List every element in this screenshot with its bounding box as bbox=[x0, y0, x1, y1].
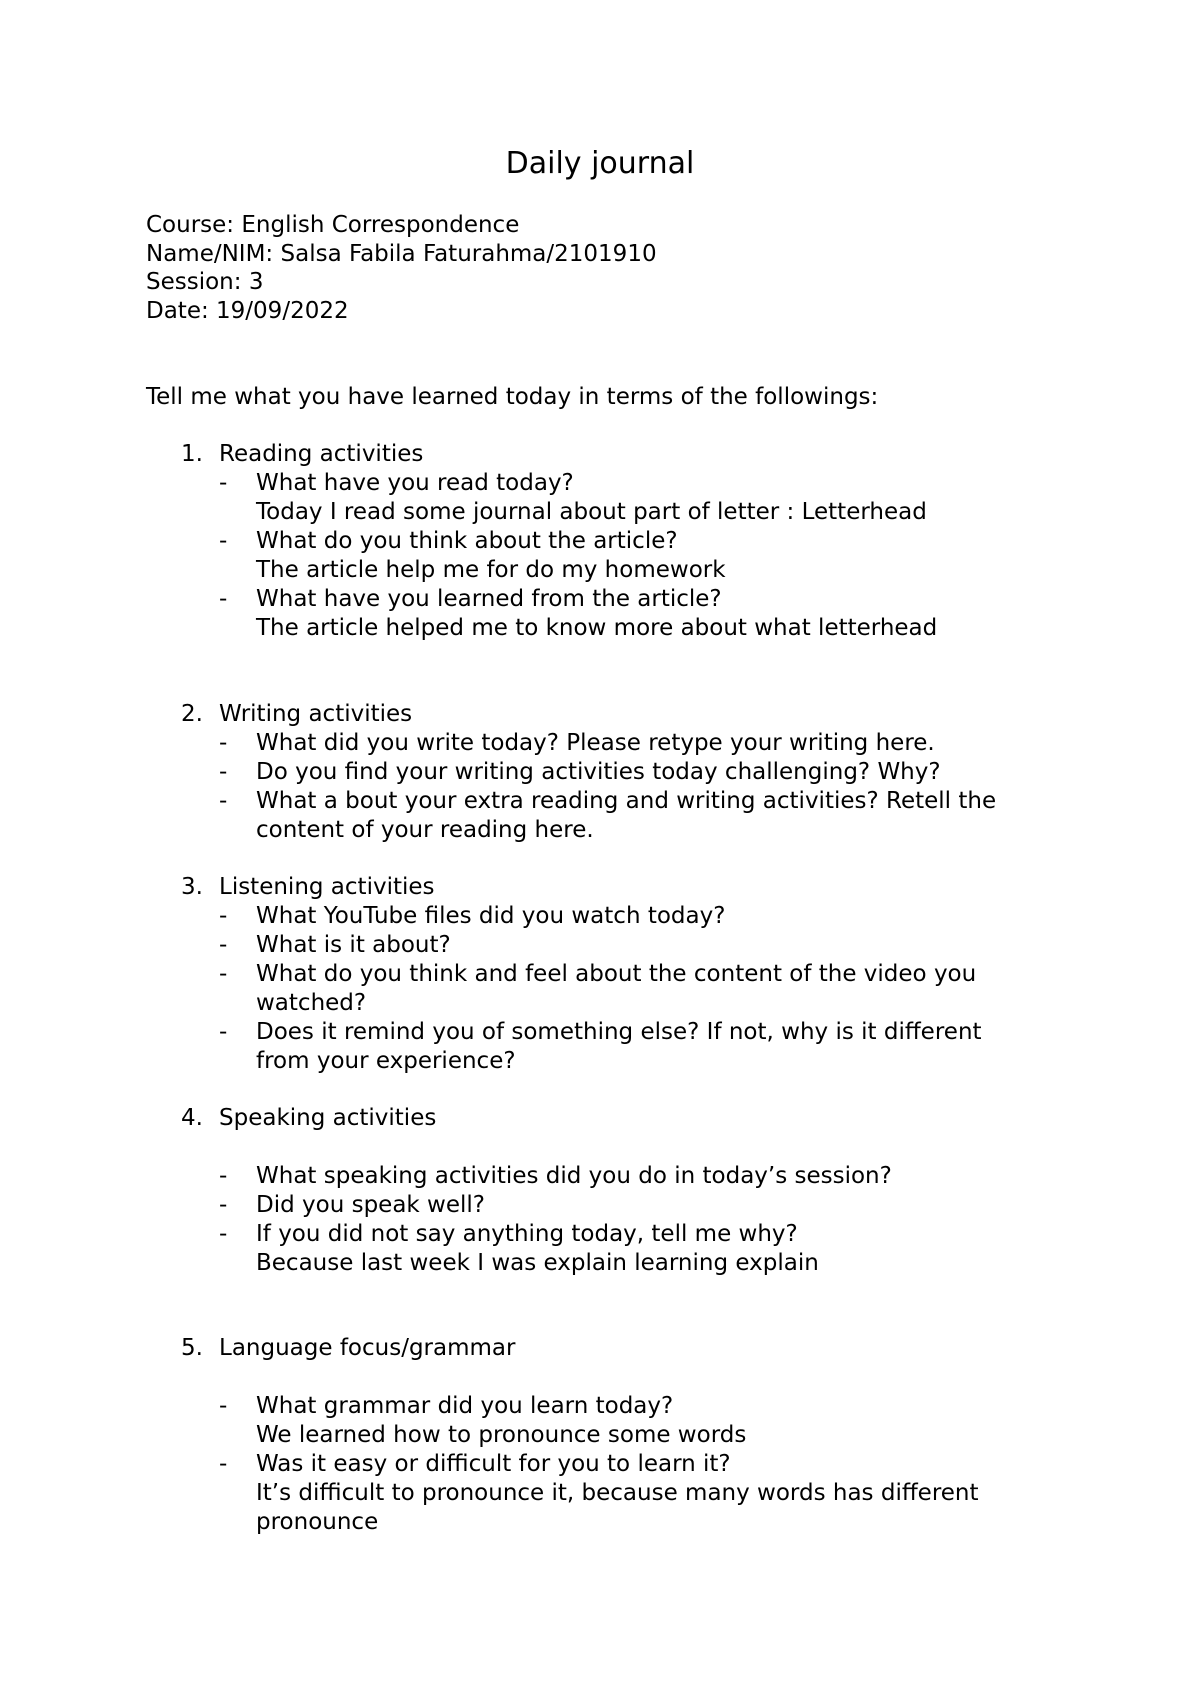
question-continuation: watched? bbox=[256, 990, 367, 1016]
question-text: What grammar did you learn today? bbox=[256, 1393, 674, 1419]
section-label: Language focus/grammar bbox=[219, 1335, 516, 1361]
question-text: What speaking activities did you do in today’s session? bbox=[256, 1163, 892, 1189]
question-text: What do you think and feel about the content of the video you bbox=[256, 961, 977, 987]
bullet-dash: - bbox=[219, 1192, 228, 1218]
section-label: Reading activities bbox=[219, 441, 424, 467]
section-label: Speaking activities bbox=[219, 1105, 437, 1131]
question-continuation: content of your reading here. bbox=[256, 817, 594, 843]
question-text: What have you read today? bbox=[256, 470, 574, 496]
name-nim-line: Name/NIM: Salsa Fabila Faturahma/2101910 bbox=[146, 240, 657, 267]
header-info bbox=[146, 211, 657, 325]
question-text: Was it easy or difficult for you to learn it? bbox=[256, 1451, 731, 1477]
bullet-dash: - bbox=[219, 903, 228, 929]
answer-text: It’s difficult to pronounce it, because many words has different bbox=[256, 1480, 979, 1506]
bullet-dash: - bbox=[219, 759, 228, 785]
section-number: 5. bbox=[181, 1335, 203, 1361]
section-number: 3. bbox=[181, 874, 203, 900]
bullet-dash: - bbox=[219, 961, 228, 987]
session-line: Session: 3 bbox=[146, 269, 264, 295]
answer-text: Because last week I was explain learning explain bbox=[256, 1250, 819, 1276]
question-text: Do you find your writing activities today challenging? Why? bbox=[256, 759, 941, 785]
question-text: What do you think about the article? bbox=[256, 528, 678, 554]
bullet-dash: - bbox=[219, 730, 228, 756]
intro-prompt: Tell me what you have learned today in terms of the followings: bbox=[146, 384, 879, 410]
section-number: 4. bbox=[181, 1105, 203, 1131]
bullet-dash: - bbox=[219, 1019, 228, 1045]
section-number: 1. bbox=[181, 441, 203, 467]
question-text: What have you learned from the article? bbox=[256, 586, 722, 612]
bullet-dash: - bbox=[219, 788, 228, 814]
bullet-dash: - bbox=[219, 470, 228, 496]
bullet-dash: - bbox=[219, 586, 228, 612]
section-label: Writing activities bbox=[219, 701, 413, 727]
bullet-dash: - bbox=[219, 1221, 228, 1247]
date-line: Date: 19/09/2022 bbox=[146, 297, 349, 324]
question-text: Did you speak well? bbox=[256, 1192, 485, 1218]
bullet-dash: - bbox=[219, 932, 228, 958]
question-continuation: from your experience? bbox=[256, 1048, 516, 1074]
section-number: 2. bbox=[181, 701, 203, 727]
bullet-dash: - bbox=[219, 528, 228, 554]
bullet-dash: - bbox=[219, 1451, 228, 1477]
bullet-dash: - bbox=[219, 1393, 228, 1419]
question-text: What YouTube files did you watch today? bbox=[256, 903, 726, 929]
question-text: If you did not say anything today, tell me why? bbox=[256, 1221, 798, 1247]
question-text: What a bout your extra reading and writing activities? Retell the bbox=[256, 788, 997, 814]
answer-text: We learned how to pronounce some words bbox=[256, 1422, 747, 1448]
course-line: Course: English Correspondence bbox=[146, 212, 520, 238]
question-text: What did you write today? Please retype your writing here. bbox=[256, 730, 935, 756]
question-text: Does it remind you of something else? If not, why is it different bbox=[256, 1019, 982, 1045]
document-title: Daily journal bbox=[505, 146, 695, 181]
section-label: Listening activities bbox=[219, 874, 435, 900]
question-text: What is it about? bbox=[256, 932, 451, 958]
answer-text: pronounce bbox=[256, 1509, 379, 1535]
answer-text: The article helped me to know more about what letterhead bbox=[256, 615, 938, 641]
answer-text: The article help me for do my homework bbox=[256, 557, 726, 583]
bullet-dash: - bbox=[219, 1163, 228, 1189]
answer-text: Today I read some journal about part of letter : Letterhead bbox=[256, 499, 927, 525]
